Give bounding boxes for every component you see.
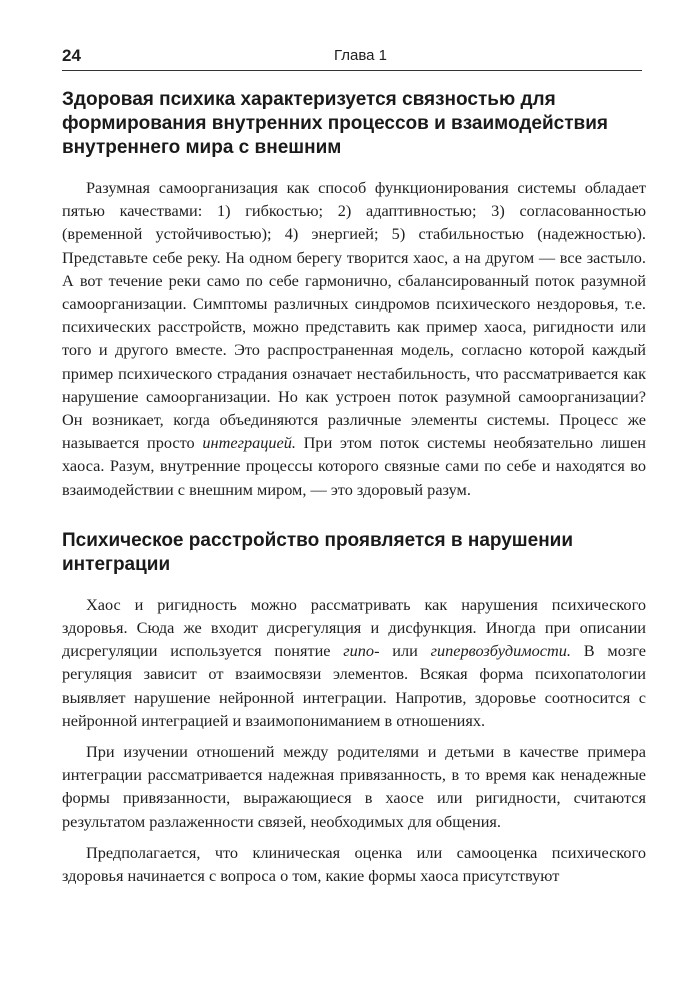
section-heading-integration: Психическое расстройство проявляется в нарушении интеграции (62, 529, 574, 575)
text-run: Разумная самоорганизация как способ функционирования системы обладает пятью качествами: 1) гибкостью; 2) адаптивностью; 3) согласованностью (временной устойчивостью); 4) энергией; 5) стабильностью (надежностью). Представьте себе реку. На одном берегу творится хаос, а на другом — все застыло. А вот течение реки само по себе гармонично, сбалансированный поток разумной самоорганизации. Симптомы различных синдромов психического нездоровья, т.е. психических расстройств, можно представить как пример хаоса, ригидности или того и другого вместе. Это распространенная модель, согласно которой каждый пример психического страдания означает нестабильность, что рассматривается как нарушение самоорганизации. Но как устроен поток разумной самоорганизации? Он возникает, когда объединяются различные элементы системы. Процесс же называется просто (62, 178, 646, 453)
text-run: В мозге регуляция зависит от взаимосвязи элементов. Всякая форма психопатологии выявляет нарушение нейронной интеграции. Напротив, здоровье соотносится с нейронной интеграцией и взаимопониманием в отношениях. (62, 641, 646, 730)
paragraph: Предполагается, что клиническая оценка или самооценка психического здоровья начинается с вопроса о том, какие формы хаоса присутствуют (62, 842, 646, 886)
page-content (62, 88, 646, 895)
running-header (62, 44, 642, 71)
section-heading-healthy-mind: Здоровая психика характеризуется связностью для формирования внутренних процессов и взаимодействия внутреннего мира с внешним (62, 89, 608, 158)
paragraph (62, 593, 646, 732)
page-number: 24 (62, 46, 81, 65)
paragraph (62, 176, 646, 501)
emphasis: гипо- (343, 641, 380, 661)
text-run: Хаос и ригидность можно рассматривать как нарушения психического здоровья. Сюда же входит дисрегуляция и дисфункция. Иногда при описании дисрегуляции используется понятие (62, 594, 646, 661)
text-run: При этом поток системы необязательно лишен хаоса. Разум, внутренние процессы которого связные сами по себе и находятся во взаимодействии с внешним миром, — это здоровый разум. (62, 433, 647, 499)
paragraph: При изучении отношений между родителями и детьми в качестве примера интеграции рассматривается надежная привязанность, в то время как ненадежные формы привязанности, выражающиеся в хаосе или ригидности, считаются результатом разлаженности связей, необходимых для общения. (62, 742, 646, 831)
text-run: или (379, 641, 431, 661)
emphasis: интеграцией. (202, 433, 296, 453)
chapter-title: Глава 1 (334, 47, 388, 64)
emphasis: гипервозбудимости. (430, 641, 571, 661)
